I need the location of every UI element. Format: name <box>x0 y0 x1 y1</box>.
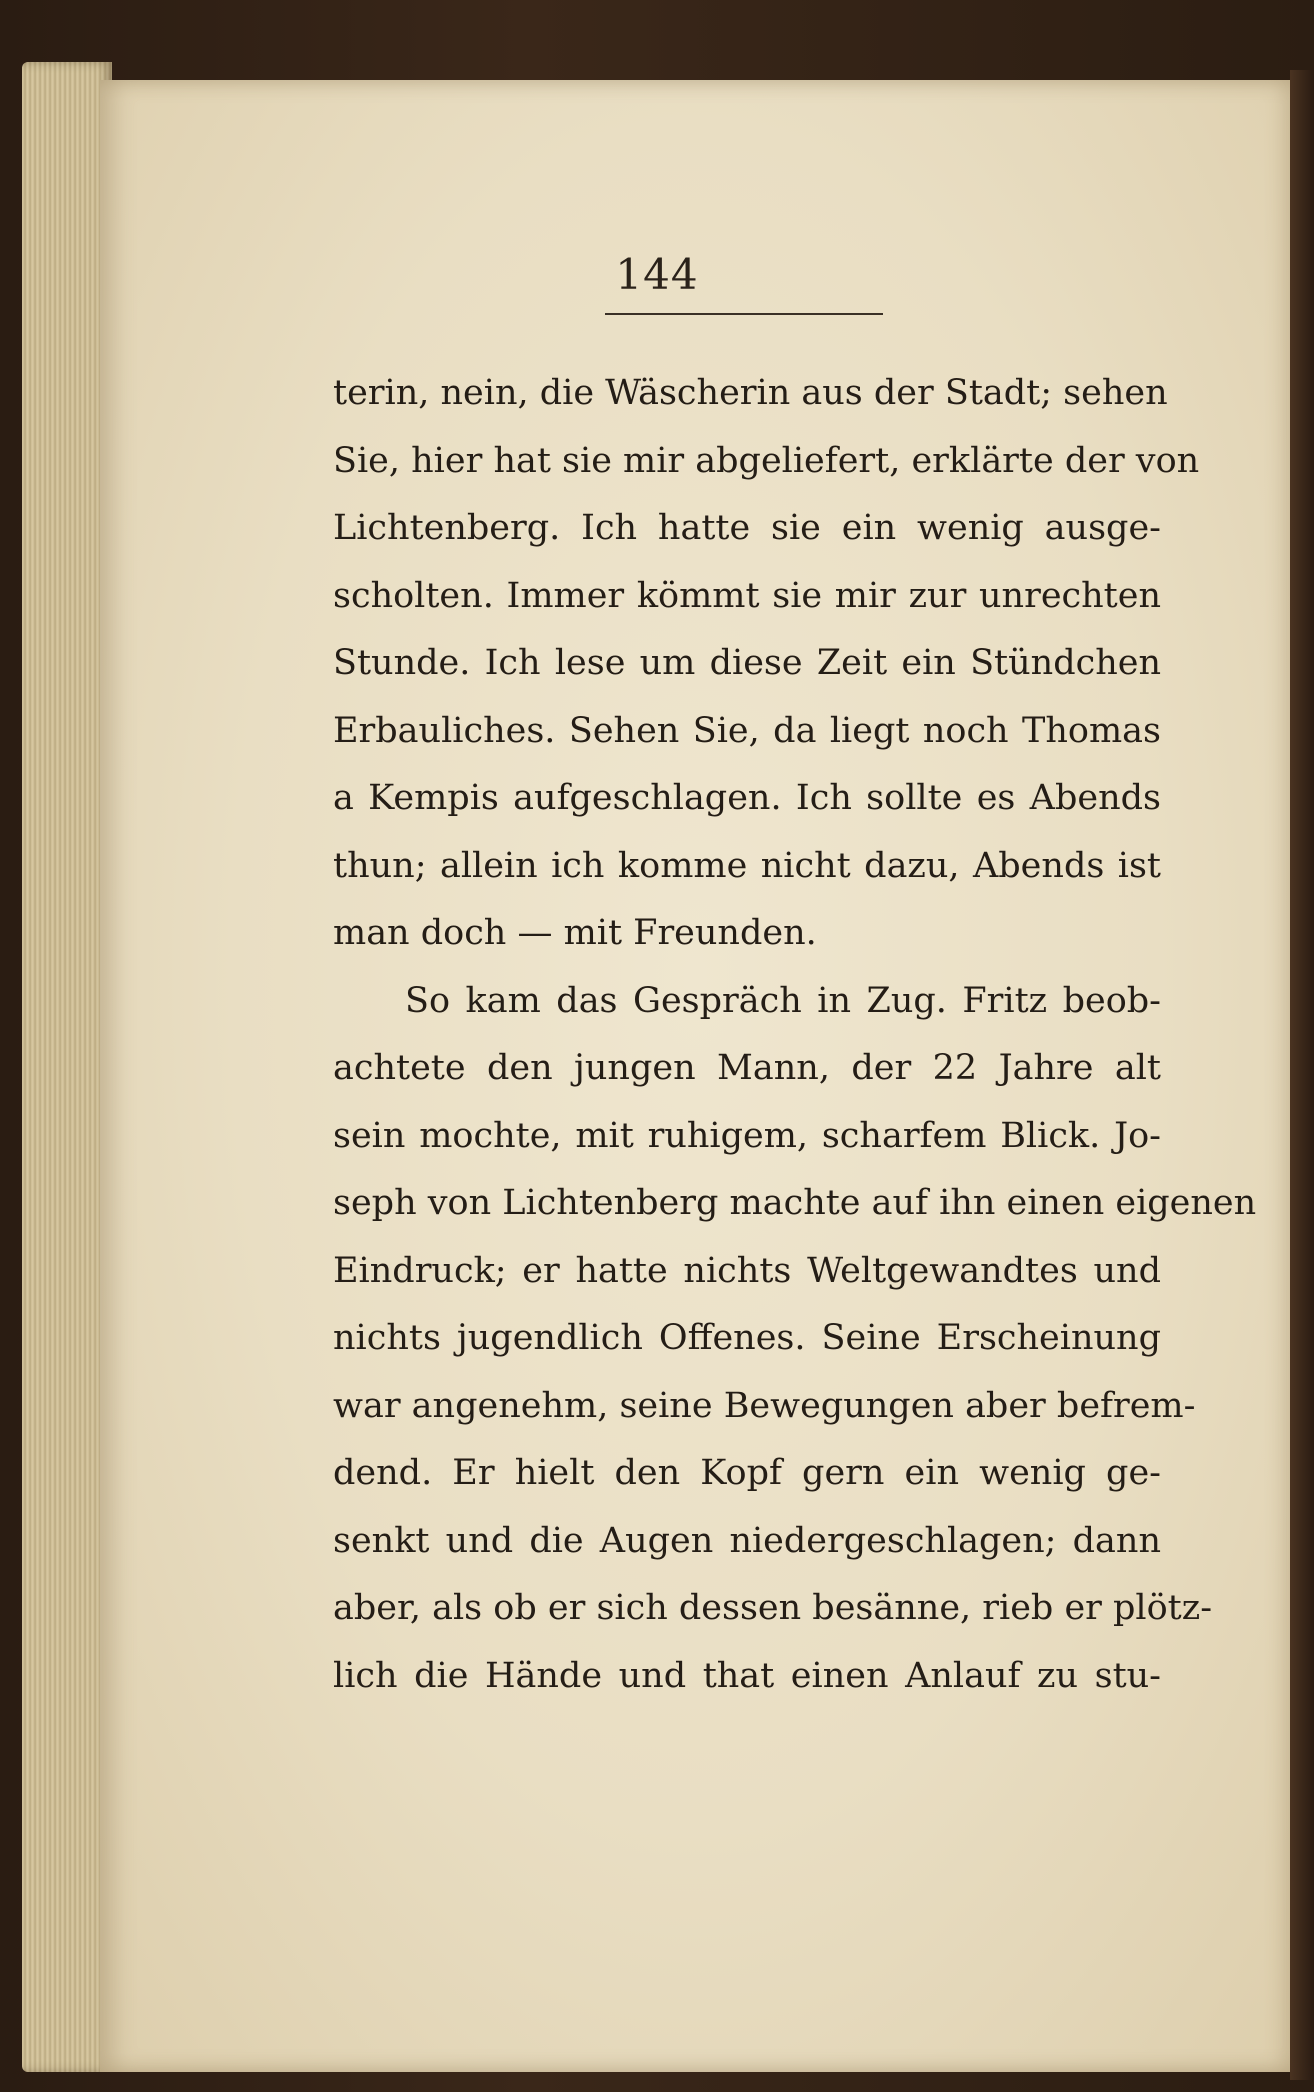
text-line: achtete den jungen Mann, der 22 Jahre alt <box>333 1048 1161 1088</box>
text-line: senkt und die Augen niedergeschlagen; dann <box>333 1520 1161 1561</box>
text-line: aber, als ob er sich dessen besänne, rieb er plötz- <box>333 1588 1213 1628</box>
book-cover-edge <box>1290 70 1314 2080</box>
text-line: dend. Er hielt den Kopf gern ein wenig ge- <box>333 1453 1161 1493</box>
text-line: thun; allein ich komme nicht dazu, Abends ist <box>333 845 1161 886</box>
text-line: sein mochte, mit ruhigem, scharfem Blick. Jo- <box>333 1115 1161 1156</box>
header-rule <box>605 313 883 315</box>
page-edges <box>22 62 112 2072</box>
text-line: nichts jugendlich Offenes. Seine Erscheinung <box>333 1318 1161 1358</box>
text-line: lich die Hände und that einen Anlauf zu stu- <box>333 1655 1161 1696</box>
body-text <box>333 360 1257 1710</box>
page-number: 144 <box>615 250 699 299</box>
text-line: terin, nein, die Wäscherin aus der Stadt; sehen <box>333 373 1168 413</box>
text-line: Stunde. Ich lese um diese Zeit ein Stündchen <box>333 643 1161 683</box>
text-line: scholten. Immer kömmt sie mir zur unrechten <box>333 575 1161 616</box>
text-line: man doch — mit Freunden. <box>333 913 817 953</box>
text-line: a Kempis aufgeschlagen. Ich sollte es Abends <box>333 778 1161 818</box>
text-line: seph von Lichtenberg machte auf ihn einen eigenen <box>333 1183 1257 1223</box>
text-line: Sie, hier hat sie mir abgeliefert, erklärte der von <box>333 440 1200 481</box>
text-line: Erbauliches. Sehen Sie, da liegt noch Thomas <box>333 710 1161 751</box>
text-line: war angenehm, seine Bewegungen aber befrem- <box>333 1385 1196 1426</box>
text-line: Eindruck; er hatte nichts Weltgewandtes und <box>333 1250 1161 1291</box>
text-line: So kam das Gespräch in Zug. Fritz beob- <box>405 980 1161 1021</box>
text-line: Lichtenberg. Ich hatte sie ein wenig ausge- <box>333 508 1161 548</box>
